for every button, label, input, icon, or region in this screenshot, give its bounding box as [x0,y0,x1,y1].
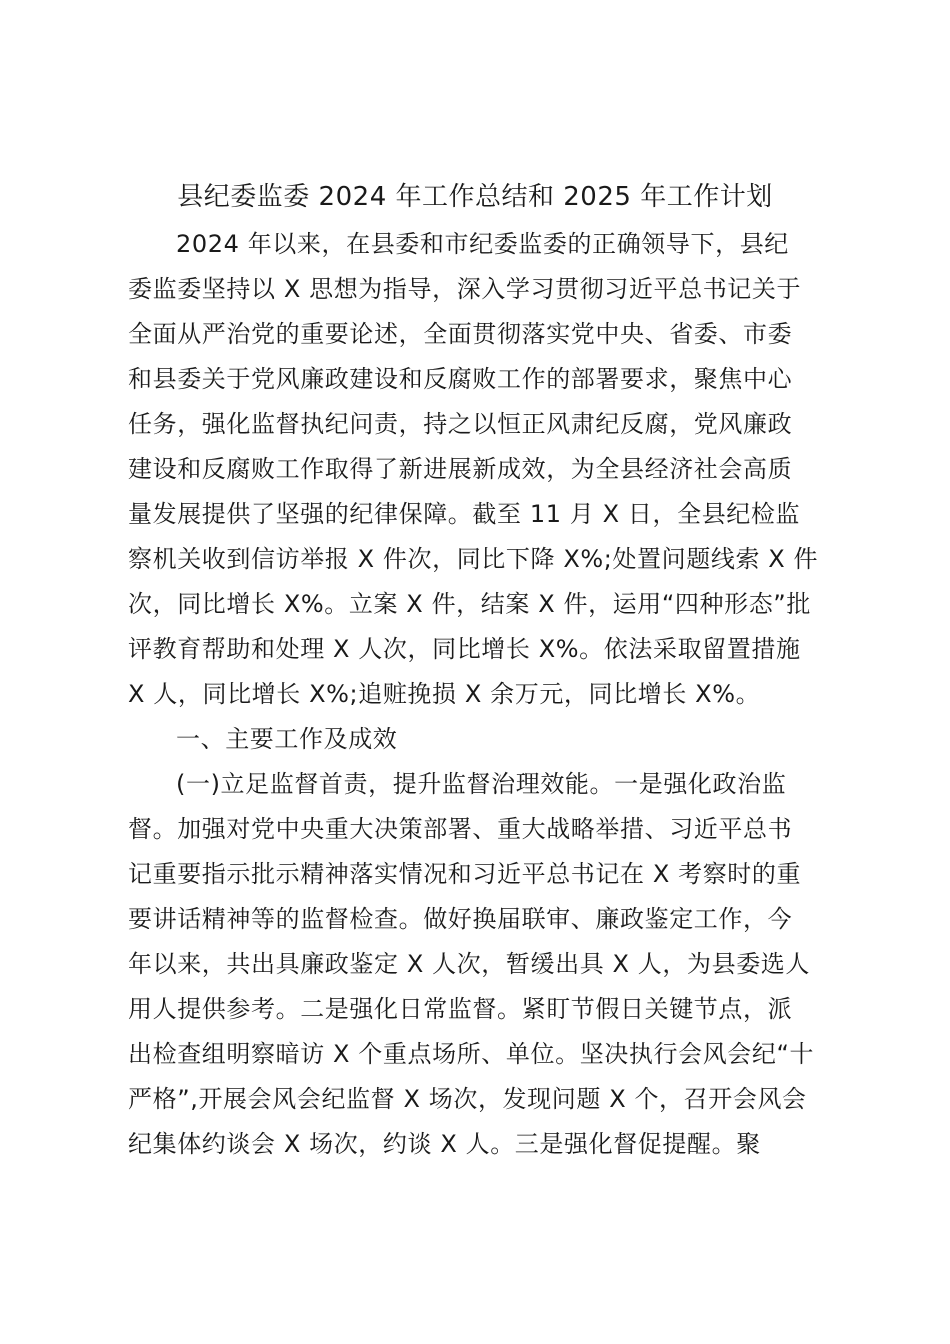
paragraph-line: 任务，强化监督执纪问责，持之以恒正风肃纪反腐，党风廉政 [128,410,793,438]
paragraph-line: 年以来，共出具廉政鉴定 X 人次，暂缓出具 X 人，为县委选人 [128,950,810,978]
paragraph-line: 建设和反腐败工作取得了新进展新成效，为全县经济社会高质 [128,455,793,483]
paragraph-line: 次，同比增长 X%。立案 X 件，结案 X 件，运用“四种形态”批 [128,590,811,618]
paragraph-line: 量发展提供了坚强的纪律保障。截至 11 月 X 日，全县纪检监 [128,500,801,528]
paragraph-line: 纪集体约谈会 X 场次，约谈 X 人。三是强化督促提醒。聚 [128,1130,761,1158]
paragraph-line: 和县委关于党风廉政建设和反腐败工作的部署要求，聚焦中心 [128,365,793,393]
document-body [128,222,828,1167]
paragraph-line: 委监委坚持以 X 思想为指导，深入学习贯彻习近平总书记关于 [128,275,802,303]
paragraph-line: (一)立足监督首责，提升监督治理效能。一是强化政治监 [176,770,787,798]
paragraph-line: 察机关收到信访举报 X 件次，同比下降 X%;处置问题线索 X 件 [128,545,819,573]
section-heading: 一、主要工作及成效 [176,725,398,753]
paragraph-line: 全面从严治党的重要论述，全面贯彻落实党中央、省委、市委 [128,320,793,348]
paragraph-line: 2024 年以来，在县委和市纪委监委的正确领导下，县纪 [176,230,789,258]
document-title: 县纪委监委 2024 年工作总结和 2025 年工作计划 [177,182,773,212]
paragraph-line: 要讲话精神等的监督检查。做好换届联审、廉政鉴定工作，今 [128,905,793,933]
paragraph-line: 用人提供参考。二是强化日常监督。紧盯节假日关键节点，派 [128,995,793,1023]
paragraph-line: 督。加强对党中央重大决策部署、重大战略举措、习近平总书 [128,815,793,843]
paragraph-line: 严格”,开展会风会纪监督 X 场次，发现问题 X 个，召开会风会 [128,1085,807,1113]
paragraph-line: 评教育帮助和处理 X 人次，同比增长 X%。依法采取留置措施 [128,635,801,663]
paragraph-line: 出检查组明察暗访 X 个重点场所、单位。坚决执行会风会纪“十 [128,1040,815,1068]
paragraph-line: X 人，同比增长 X%;追赃挽损 X 余万元，同比增长 X%。 [128,680,761,708]
paragraph-line: 记重要指示批示精神落实情况和习近平总书记在 X 考察时的重 [128,860,802,888]
